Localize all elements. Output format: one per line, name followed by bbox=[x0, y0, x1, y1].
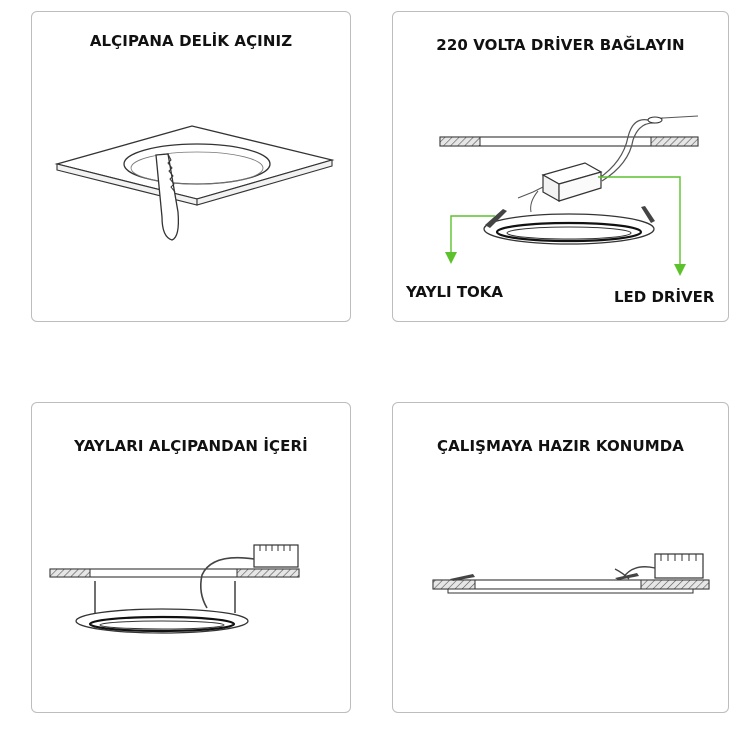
step-2-title: 220 VOLTA DRİVER BAĞLAYIN bbox=[436, 36, 685, 54]
drill-hole-illustration bbox=[32, 12, 352, 323]
step-2-panel bbox=[392, 11, 729, 322]
step-4-panel bbox=[392, 402, 729, 713]
step-1-title: ALÇIPANA DELİK AÇINIZ bbox=[89, 32, 293, 50]
step-3-panel bbox=[31, 402, 351, 713]
ready-position-illustration bbox=[393, 403, 730, 714]
insert-springs-illustration bbox=[32, 403, 352, 714]
step-3-title: YAYLARI ALÇIPANDAN İÇERİ bbox=[74, 437, 308, 455]
spring-clip-label: YAYLI TOKA bbox=[406, 283, 504, 301]
step-1-panel bbox=[31, 11, 351, 322]
led-driver-label: LED DRİVER bbox=[614, 288, 715, 306]
driver-connection-illustration bbox=[393, 12, 730, 323]
step-4-title: ÇALIŞMAYA HAZIR KONUMDA bbox=[436, 437, 685, 455]
